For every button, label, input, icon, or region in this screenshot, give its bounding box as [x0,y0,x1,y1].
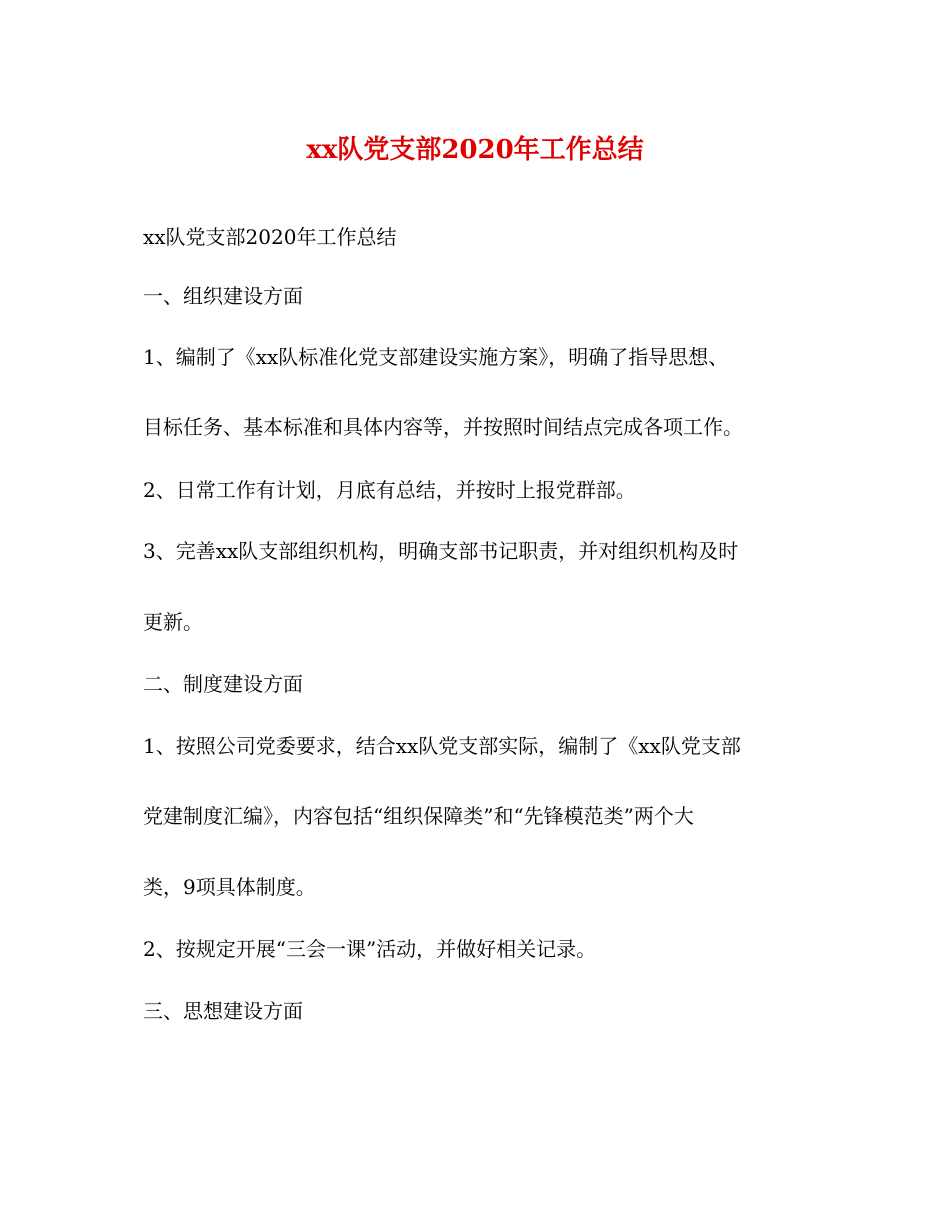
section-heading-ideology: 三、思想建设方面 [143,999,303,1023]
paragraph-line: 党建制度汇编》，内容包括“组织保障类”和“先锋模范类”两个大 [143,804,694,828]
subtitle-line: xx队党支部2020年工作总结 [143,225,397,249]
paragraph-line: 1、编制了《xx队标准化党支部建设实施方案》，明确了指导思想、 [143,345,729,369]
section-heading-system: 二、制度建设方面 [143,672,303,696]
paragraph-line: 1、按照公司党委要求，结合xx队党支部实际，编制了《xx队党支部 [143,734,741,758]
paragraph-line: 2、日常工作有计划，月底有总结，并按时上报党群部。 [143,478,636,502]
paragraph-line: 2、按规定开展“三会一课”活动，并做好相关记录。 [143,937,597,961]
paragraph-line: 目标任务、基本标准和具体内容等，并按照时间结点完成各项工作。 [143,415,743,439]
paragraph-line: 类，9项具体制度。 [143,875,316,899]
paragraph-line: 更新。 [143,610,203,634]
document-title: xx队党支部2020年工作总结 [306,135,644,165]
section-heading-organization: 一、组织建设方面 [143,284,303,308]
paragraph-line: 3、完善xx队支部组织机构，明确支部书记职责，并对组织机构及时 [143,539,739,563]
